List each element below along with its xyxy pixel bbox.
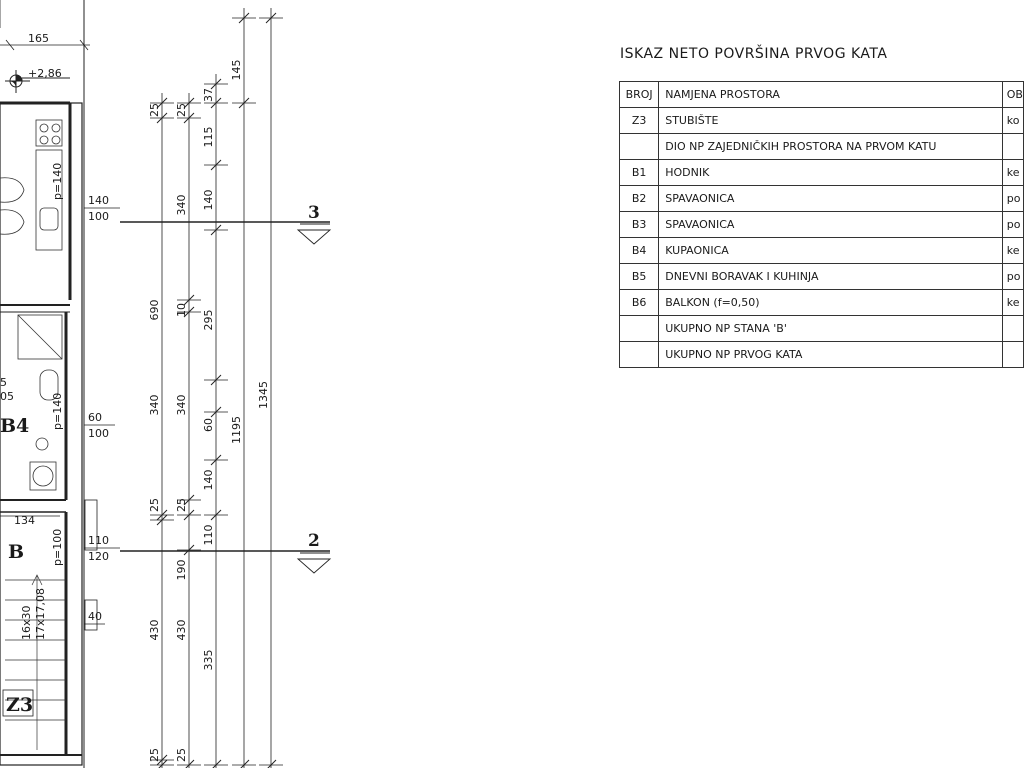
label-p140-upper: p=140 <box>51 162 64 200</box>
dimension-label: 25 <box>148 498 161 512</box>
section-marker-3 <box>120 222 330 244</box>
dimension-label: 1195 <box>230 416 243 444</box>
cell-extra: ko <box>1002 108 1023 134</box>
dimension-label: 335 <box>202 649 215 671</box>
dimension-chains <box>148 8 283 768</box>
top-width-label: 165 <box>28 32 49 45</box>
dimension-label: 140 <box>202 189 215 211</box>
cell-extra <box>1002 316 1023 342</box>
section-label-2: 2 <box>308 531 320 551</box>
table-row <box>620 134 1024 160</box>
label-stairs-2: 17x17,08 <box>34 588 47 640</box>
cell-broj: B1 <box>620 160 659 186</box>
table-row <box>620 264 1024 290</box>
cell-extra: po <box>1002 264 1023 290</box>
dimension-label: 430 <box>175 619 188 641</box>
cell-namjena: SPAVAONICA <box>659 212 1003 238</box>
cell-namjena: NAMJENA PROSTORA <box>659 82 1003 108</box>
level-label: +2,86 <box>28 67 62 80</box>
label-partial-1: 5 <box>0 376 7 389</box>
table-row <box>620 160 1024 186</box>
label-120: 120 <box>88 550 109 563</box>
table-row <box>620 186 1024 212</box>
cell-extra: ke <box>1002 160 1023 186</box>
dimension-label: 140 <box>202 469 215 491</box>
cell-namjena: DIO NP ZAJEDNIČKIH PROSTORA NA PRVOM KATU <box>659 134 1003 160</box>
table-row <box>620 316 1024 342</box>
table-row <box>620 82 1024 108</box>
label-60: 60 <box>88 411 102 424</box>
label-100-upper: 100 <box>88 210 109 223</box>
cell-broj: B3 <box>620 212 659 238</box>
table-row <box>620 212 1024 238</box>
net-area-table <box>619 81 1024 368</box>
label-partial-2: 05 <box>0 390 14 403</box>
cell-namjena: KUPAONICA <box>659 238 1003 264</box>
dimension-label: 340 <box>148 394 161 416</box>
label-100-lower: 100 <box>88 427 109 440</box>
dimension-label: 25 <box>175 748 188 762</box>
dimension-label: 37 <box>202 88 215 102</box>
cell-extra: po <box>1002 186 1023 212</box>
dimension-label: 25 <box>175 498 188 512</box>
dimension-label: 60 <box>202 418 215 432</box>
dimension-label: 25 <box>175 103 188 117</box>
room-label-b: B <box>8 541 25 563</box>
cell-extra <box>1002 342 1023 368</box>
label-p100: p=100 <box>51 528 64 566</box>
cell-extra: ke <box>1002 238 1023 264</box>
cell-broj <box>620 316 659 342</box>
dimension-label: 115 <box>202 126 215 148</box>
label-110: 110 <box>88 534 109 547</box>
label-p140-lower: p=140 <box>51 392 64 430</box>
label-40: 40 <box>88 610 102 623</box>
cell-namjena: STUBIŠTE <box>659 108 1003 134</box>
cell-broj: B4 <box>620 238 659 264</box>
dimension-label: 10 <box>175 303 188 317</box>
cell-namjena: BALKON (f=0,50) <box>659 290 1003 316</box>
label-134: 134 <box>14 514 35 527</box>
cell-broj: BROJ <box>620 82 659 108</box>
cell-namjena: HODNIK <box>659 160 1003 186</box>
table-row <box>620 238 1024 264</box>
cell-namjena: SPAVAONICA <box>659 186 1003 212</box>
section-label-3: 3 <box>308 203 320 223</box>
cell-broj: B5 <box>620 264 659 290</box>
dimension-label: 110 <box>202 524 215 546</box>
cell-extra: po <box>1002 212 1023 238</box>
table-row <box>620 108 1024 134</box>
dimension-label: 25 <box>148 103 161 117</box>
dimension-label: 25 <box>148 748 161 762</box>
cell-broj <box>620 342 659 368</box>
room-label-z3: Z3 <box>6 694 34 716</box>
section-marker-2 <box>120 551 330 573</box>
dimension-label: 1345 <box>257 381 270 409</box>
label-stairs-1: 16x30 <box>20 605 33 640</box>
dimension-label: 430 <box>148 619 161 641</box>
cell-extra: ke <box>1002 290 1023 316</box>
cell-namjena: DNEVNI BORAVAK I KUHINJA <box>659 264 1003 290</box>
cell-extra <box>1002 134 1023 160</box>
dimension-label: 340 <box>175 194 188 216</box>
dimension-label: 145 <box>230 59 243 81</box>
cell-namjena: UKUPNO NP PRVOG KATA <box>659 342 1003 368</box>
dimension-label: 340 <box>175 394 188 416</box>
cell-broj: Z3 <box>620 108 659 134</box>
cell-broj: B6 <box>620 290 659 316</box>
cell-broj <box>620 134 659 160</box>
dimension-label: 295 <box>202 309 215 331</box>
dimension-label: 190 <box>175 559 188 581</box>
dimension-label: 690 <box>148 299 161 321</box>
cell-broj: B2 <box>620 186 659 212</box>
label-140-upper: 140 <box>88 194 109 207</box>
table-row <box>620 290 1024 316</box>
room-label-b4: B4 <box>0 415 30 437</box>
table-row <box>620 342 1024 368</box>
cell-extra: OB <box>1002 82 1023 108</box>
building-walls <box>0 0 97 768</box>
table-title: ISKAZ NETO POVRŠINA PRVOG KATA <box>620 46 888 62</box>
cell-namjena: UKUPNO NP STANA 'B' <box>659 316 1003 342</box>
